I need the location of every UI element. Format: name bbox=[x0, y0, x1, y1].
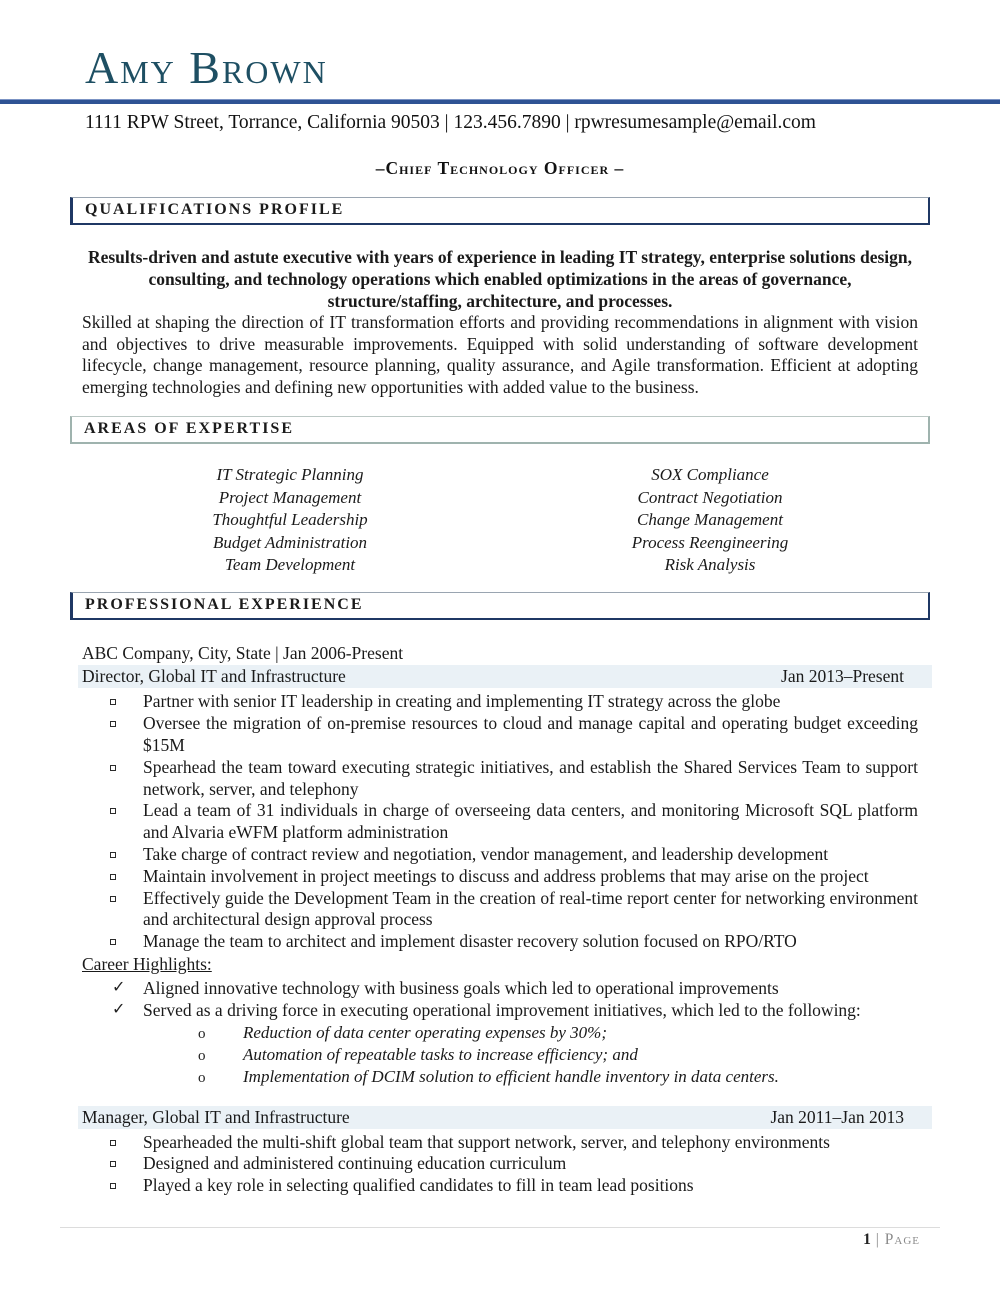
skill-item: Budget Administration bbox=[212, 532, 368, 552]
summary-body-paragraph: Skilled at shaping the direction of IT transformation efforts and providing recommendations in alignment with vision and objectives to drive measurable improvements. Equipped with solid understanding of software development lifecycle, change management, resource planning, quality assurance, and Agile transformation. Efficient at adopting emerging technologies and defining new opportunities with added value to the business. bbox=[82, 312, 918, 397]
circle-bullet-icon: o bbox=[198, 1025, 206, 1042]
expertise-column-right bbox=[500, 464, 920, 576]
skill-item: Thoughtful Leadership bbox=[212, 510, 368, 530]
square-bullet-icon bbox=[110, 874, 116, 880]
summary-bold-paragraph: Results-driven and astute executive with years of experience in leading IT strategy, enterprise solutions design, consulting, and technology operations which enabled optimizations in the areas of governance, structure/staffing, architecture, and processes. bbox=[87, 247, 913, 311]
bullet-item: Take charge of contract review and negotiation, vendor management, and leadership development bbox=[82, 844, 918, 866]
footer-divider bbox=[60, 1227, 940, 1228]
square-bullet-icon bbox=[110, 896, 116, 902]
skill-item: Project Management bbox=[218, 487, 362, 507]
skill-item: Team Development bbox=[224, 555, 356, 574]
square-bullet-icon bbox=[110, 1140, 116, 1146]
page-label: Page bbox=[884, 1231, 920, 1248]
skill-item: IT Strategic Planning bbox=[216, 465, 364, 485]
highlight-item: ✓ Served as a driving force in executing operational improvement initiatives, which led to the following: bbox=[112, 1000, 861, 1021]
skill-item: Risk Analysis bbox=[664, 555, 756, 574]
square-bullet-icon bbox=[110, 699, 116, 705]
header-divider bbox=[0, 99, 1000, 104]
bullet-item: Manage the team to architect and implement disaster recovery solution focused on RPO/RTO bbox=[82, 931, 918, 953]
highlight-item: ✓ Aligned innovative technology with business goals which led to operational improvements bbox=[112, 977, 779, 998]
career-highlights-label: Career Highlights: bbox=[82, 953, 212, 974]
bullet-item: Maintain involvement in project meetings to discuss and address problems that may arise on the project bbox=[82, 866, 918, 888]
expertise-column-left bbox=[80, 464, 500, 576]
role-dates: Jan 2011–Jan 2013 bbox=[770, 1106, 904, 1127]
square-bullet-icon bbox=[110, 765, 116, 771]
sub-highlight-item: o Automation of repeatable tasks to increase efficiency; and bbox=[82, 1044, 918, 1066]
square-bullet-icon bbox=[110, 1183, 116, 1189]
skill-item: Change Management bbox=[637, 510, 783, 530]
page-number bbox=[863, 1231, 920, 1249]
circle-bullet-icon: o bbox=[198, 1048, 206, 1065]
square-bullet-icon bbox=[110, 721, 116, 727]
checkmark-icon: ✓ bbox=[112, 978, 126, 996]
career-highlights-list bbox=[0, 977, 1000, 1022]
manager-bullet-list bbox=[0, 1132, 1000, 1197]
role-row-manager bbox=[78, 1106, 932, 1129]
job-title: –Chief Technology Officer – bbox=[375, 158, 625, 178]
sub-highlights-list bbox=[0, 1022, 1000, 1089]
bullet-item: Oversee the migration of on-premise resources to cloud and manage capital and operating budget exceeding $15M bbox=[82, 713, 918, 757]
circle-bullet-icon: o bbox=[198, 1070, 206, 1087]
bullet-item: Lead a team of 31 individuals in charge of overseeing data centers, and monitoring Microsoft SQL platform and Alvaria eWFM platform administration bbox=[82, 800, 918, 844]
contact-line: 1111 RPW Street, Torrance, California 90503 | 123.456.7890 | rpwresumesample@email.com bbox=[85, 112, 816, 133]
role-row-director bbox=[78, 665, 932, 688]
square-bullet-icon bbox=[110, 1161, 116, 1167]
square-bullet-icon bbox=[110, 808, 116, 814]
square-bullet-icon bbox=[110, 939, 116, 945]
bullet-item: Effectively guide the Development Team in the creation of real-time report center for networking environment and architectural design approval process bbox=[82, 888, 918, 932]
expertise-columns bbox=[80, 464, 920, 576]
director-bullet-list bbox=[0, 691, 1000, 953]
section-heading-expertise: AREAS OF EXPERTISE bbox=[70, 416, 930, 444]
checkmark-icon: ✓ bbox=[112, 1001, 126, 1019]
skill-item: Contract Negotiation bbox=[637, 487, 783, 507]
role-title: Manager, Global IT and Infrastructure bbox=[82, 1106, 350, 1127]
bullet-item: Designed and administered continuing education curriculum bbox=[82, 1153, 918, 1175]
square-bullet-icon bbox=[110, 852, 116, 858]
page-number-separator: | bbox=[875, 1231, 880, 1248]
page-number-value: 1 bbox=[863, 1231, 871, 1248]
section-heading-qualifications: QUALIFICATIONS PROFILE bbox=[70, 197, 930, 225]
company-line: ABC Company, City, State | Jan 2006-Present bbox=[82, 643, 404, 664]
skill-item: SOX Compliance bbox=[651, 465, 769, 485]
bullet-item: Spearheaded the multi-shift global team that support network, server, and telephony environments bbox=[82, 1132, 918, 1154]
sub-highlight-item: o Implementation of DCIM solution to efficient handle inventory in data centers. bbox=[82, 1066, 918, 1088]
sub-highlight-item: o Reduction of data center operating expenses by 30%; bbox=[82, 1022, 918, 1044]
bullet-item: Spearhead the team toward executing strategic initiatives, and establish the Shared Services Team to support network, server, and telephony bbox=[82, 757, 918, 801]
skill-item: Process Reengineering bbox=[631, 532, 789, 552]
section-heading-experience: PROFESSIONAL EXPERIENCE bbox=[70, 592, 930, 620]
candidate-name: Amy Brown bbox=[85, 42, 328, 93]
bullet-item: Played a key role in selecting qualified candidates to fill in team lead positions bbox=[82, 1175, 918, 1197]
bullet-item: Partner with senior IT leadership in creating and implementing IT strategy across the globe bbox=[82, 691, 918, 713]
role-title: Director, Global IT and Infrastructure bbox=[82, 666, 346, 687]
role-dates: Jan 2013–Present bbox=[781, 666, 904, 687]
